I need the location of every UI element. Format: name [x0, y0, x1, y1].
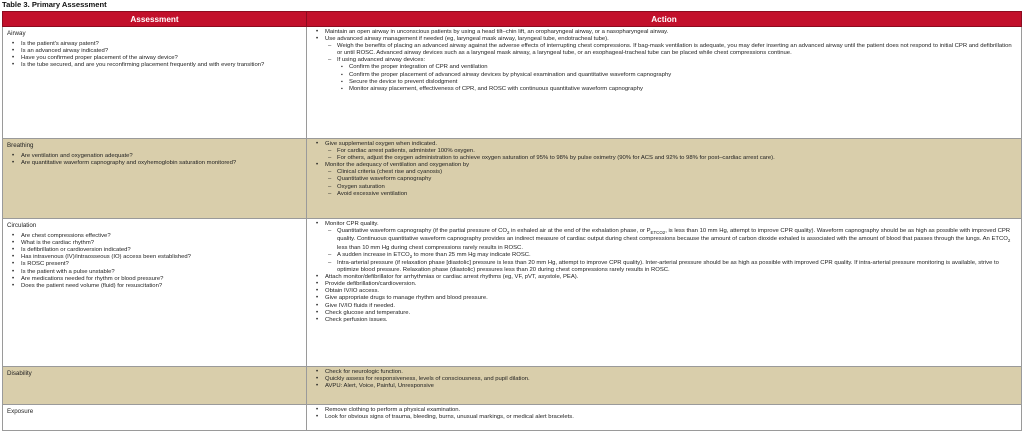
row-circulation [3, 219, 1022, 367]
list-item: • Is ROSC present? [21, 261, 303, 268]
list-item: • Are medications needed for rhythm or blood pressure? [21, 276, 303, 283]
list-item: – Intra-arterial pressure (if relaxation phase [diastolic] pressure is less than 20 mm Hg, attempt to improve CPR quality). Inter-arterial pressure should be as high as possible with improved CPR quality. If intra-arterial pressure monitoring is available, strive to optimize blood pressure. Relaxation phase (diastolic) pressures less than 20 during chest compressions rarely results in ROSC. [337, 260, 1018, 274]
header-row [3, 12, 1022, 27]
list-item: ▪ Secure the device to prevent dislodgment [349, 79, 1018, 86]
category-exposure: Exposure [7, 408, 34, 415]
list-item: • Monitor CPR quality. – Quantitative waveform capnography (if the partial pressure of $CO_2$ in exhaled air at the end of the exhalation phase, or $P_{ETCO2}$, is less than 10 mm Hg, attempt to improve CPR quality). Waveform capnography should be as high as possible with improved CPR quality. Continuous quantitative waveform capnography provides an indirect measure of cardiac output during chest compressions because the amount of carbon dioxide exhaled is associated with the amount of blood that passes through the lungs. An $ETCO_2$ less than 10 mm Hg during chest compressions rarely results in ROSC. – A sudden increase in $ETCO_2$ to more than 25 mm Hg may indicate ROSC. – Intra-arterial pressure (if relaxation phase [diastolic] pressure is less than 20 mm Hg, attempt to improve CPR quality). Inter-arterial pressure should be as high as possible with improved CPR quality. If intra-arterial pressure monitoring is available, strive to optimize blood pressure. Relaxation phase (diastolic) pressures less than 20 during chest compressions rarely results in ROSC. [325, 221, 1018, 274]
row-disability [3, 367, 1022, 405]
airway-action-cell [307, 27, 1022, 139]
list-item: – Quantitative waveform capnography (if the partial pressure of $CO_2$ in exhaled air at the end of the exhalation phase, or $P_{ETCO2}$, is less than 10 mm Hg, attempt to improve CPR quality). Waveform capnography should be as high as possible with improved CPR quality. Continuous quantitative waveform capnography provides an indirect measure of cardiac output during chest compressions because the amount of carbon dioxide exhaled is associated with the amount of blood that passes through the lungs. An $ETCO_2$ less than 10 mm Hg during chest compressions rarely results in ROSC. [337, 228, 1018, 252]
list-item: • Is the patient's airway patent? [21, 41, 303, 48]
list-item: – A sudden increase in $ETCO_2$ to more than 25 mm Hg may indicate ROSC. [337, 252, 1018, 260]
disability-assessment-cell [3, 367, 307, 405]
list-item: • AVPU: Alert, Voice, Painful, Unresponsive [325, 383, 1018, 390]
list-item: – For others, adjust the oxygen administration to achieve oxygen saturation of 95% to 98% by pulse oximetry (90% for ACS and 92% to 98% for post–cardiac arrest care). [337, 155, 1018, 162]
airway-assessment-cell [3, 27, 307, 139]
list-item: • Check glucose and temperature. [325, 310, 1018, 317]
table-title: Table 3. Primary Assessment [2, 0, 107, 9]
row-airway [3, 27, 1022, 139]
list-item: • Check perfusion issues. [325, 317, 1018, 324]
list-item: • Remove clothing to perform a physical examination. [325, 407, 1018, 414]
row-breathing [3, 139, 1022, 219]
header-assessment: Assessment [3, 12, 307, 27]
list-item: – Clinical criteria (chest rise and cyanosis) [337, 169, 1018, 176]
list-item: • What is the cardiac rhythm? [21, 240, 303, 247]
list-item: – Avoid excessive ventilation [337, 191, 1018, 198]
list-item: – If using advanced airway devices: ▪ Confirm the proper integration of CPR and ventilation ▪ Confirm the proper placement of advanced airway devices by physical examination and quantitative waveform capnography ▪ Secure the device to prevent dislodgment ▪ Monitor airway placement, effectiveness of CPR, and ROSC with continuous quantitative waveform capnography [337, 57, 1018, 92]
list-item: • Maintain an open airway in unconscious patients by using a head tilt–chin lift, an oropharyngeal airway, or a nasopharyngeal airway. [325, 29, 1018, 36]
list-item: • Are chest compressions effective? [21, 233, 303, 240]
list-item: – For cardiac arrest patients, administer 100% oxygen. [337, 148, 1018, 155]
list-item: • Give supplemental oxygen when indicated. – For cardiac arrest patients, administer 100% oxygen. – For others, adjust the oxygen administration to achieve oxygen saturation of 95% to 98% by pulse oximetry (90% for ACS and 92% to 98% for post–cardiac arrest care). [325, 141, 1018, 162]
list-item: • Is the patient with a pulse unstable? [21, 269, 303, 276]
list-item: • Is the tube secured, and are you reconfirming placement frequently and with every transition? [21, 62, 303, 69]
list-item: ▪ Confirm the proper placement of advanced airway devices by physical examination and quantitative waveform capnography [349, 72, 1018, 79]
primary-assessment-table [2, 11, 1022, 431]
list-item: • Have you confirmed proper placement of the airway device? [21, 55, 303, 62]
circulation-assessment-cell [3, 219, 307, 367]
breathing-action-cell [307, 139, 1022, 219]
list-item: • Use advanced airway management if needed (eg, laryngeal mask airway, laryngeal tube, endotracheal tube). – Weigh the benefits of placing an advanced airway against the adverse effects of interrupting chest compressions. If bag-mask ventilation is adequate, you may defer inserting an advanced airway until the patient does not respond to initial CPR and defibrillation or until ROSC. Advanced airway devices such as a laryngeal mask airway, a laryngeal tube, or an esophageal-tracheal tube can be placed while chest compressions continue. – If using advanced airway devices: ▪ Confirm the proper integration of CPR and ventilation ▪ Confirm the proper placement of advanced airway devices by physical examination and quantitative waveform capnography ▪ Secure the device to prevent dislodgment ▪ Monitor airway placement, effectiveness of CPR, and ROSC with continuous quantitative waveform capnography [325, 36, 1018, 93]
list-item: • Give appropriate drugs to manage rhythm and blood pressure. [325, 295, 1018, 302]
list-item: • Are quantitative waveform capnography and oxyhemoglobin saturation monitored? [21, 160, 303, 167]
list-item: • Quickly assess for responsiveness, levels of consciousness, and pupil dilation. [325, 376, 1018, 383]
list-item: • Has intravenous (IV)/intraosseous (IO) access been established? [21, 254, 303, 261]
breathing-assessment-cell [3, 139, 307, 219]
list-item: • Monitor the adequacy of ventilation and oxygenation by – Clinical criteria (chest rise and cyanosis) – Quantitative waveform capnography – Oxygen saturation – Avoid excessive ventilation [325, 162, 1018, 197]
list-item: • Provide defibrillation/cardioversion. [325, 281, 1018, 288]
list-item: • Obtain IV/IO access. [325, 288, 1018, 295]
circulation-action-cell [307, 219, 1022, 367]
list-item: – Quantitative waveform capnography [337, 176, 1018, 183]
category-airway: Airway [7, 30, 26, 37]
list-item: • Are ventilation and oxygenation adequate? [21, 153, 303, 160]
list-item: – Oxygen saturation [337, 184, 1018, 191]
category-circulation: Circulation [7, 222, 37, 229]
exposure-assessment-cell [3, 405, 307, 431]
list-item: • Give IV/IO fluids if needed. [325, 303, 1018, 310]
category-disability: Disability [7, 370, 32, 377]
list-item: • Attach monitor/defibrillator for arrhythmias or cardiac arrest rhythms (eg, VF, pVT, asystole, PEA). [325, 274, 1018, 281]
list-item: • Is defibrillation or cardioversion indicated? [21, 247, 303, 254]
category-breathing: Breathing [7, 142, 34, 149]
list-item: • Look for obvious signs of trauma, bleeding, burns, unusual markings, or medical alert bracelets. [325, 414, 1018, 421]
list-item: ▪ Monitor airway placement, effectiveness of CPR, and ROSC with continuous quantitative waveform capnography [349, 86, 1018, 93]
list-item: – Weigh the benefits of placing an advanced airway against the adverse effects of interrupting chest compressions. If bag-mask ventilation is adequate, you may defer inserting an advanced airway until the patient does not respond to initial CPR and defibrillation or until ROSC. Advanced airway devices such as a laryngeal mask airway, a laryngeal tube, or an esophageal-tracheal tube can be placed while chest compressions continue. [337, 43, 1018, 57]
list-item: • Is an advanced airway indicated? [21, 48, 303, 55]
list-item: • Check for neurologic function. [325, 369, 1018, 376]
disability-action-cell [307, 367, 1022, 405]
header-action: Action [307, 12, 1022, 27]
list-item: • Does the patient need volume (fluid) for resuscitation? [21, 283, 303, 290]
list-item: ▪ Confirm the proper integration of CPR and ventilation [349, 64, 1018, 71]
row-exposure [3, 405, 1022, 431]
exposure-action-cell [307, 405, 1022, 431]
